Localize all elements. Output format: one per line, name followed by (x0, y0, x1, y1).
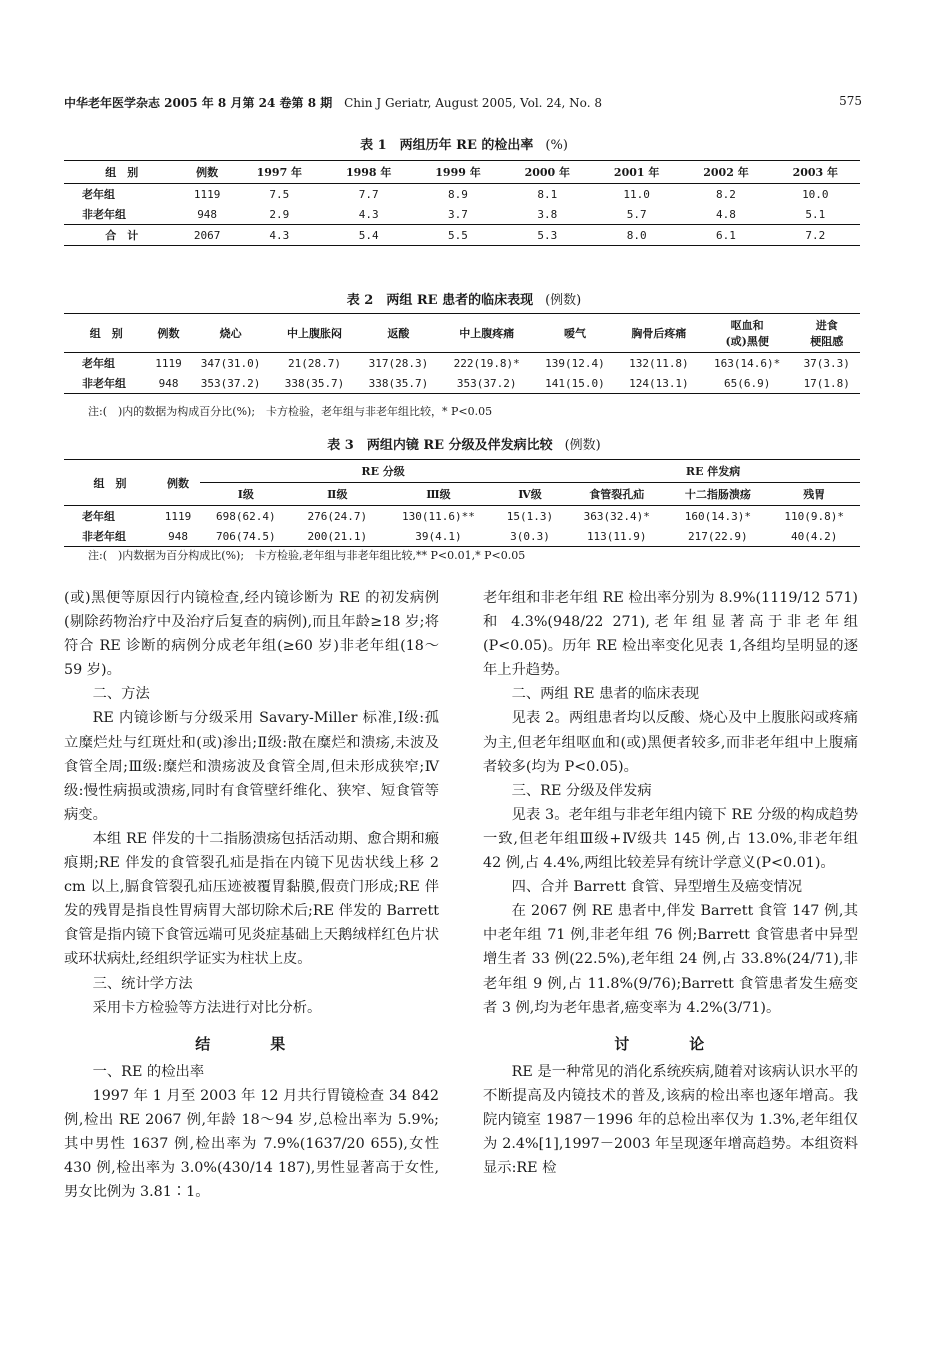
table-cell: 317(28.3) (368, 356, 429, 370)
column-header: 例数 (148, 314, 188, 353)
table-row (64, 225, 860, 246)
table-cell: 3(0.3) (510, 529, 550, 543)
table-cell: 113(11.9) (586, 529, 647, 543)
column-header: 1999 年 (413, 161, 502, 184)
left-column (64, 586, 439, 1204)
journal-name-en: Chin J Geriatr, August 2005, Vol. 24, No. 8 (344, 96, 602, 110)
table-cell: 5.7 (626, 207, 647, 221)
column-header: 2001 年 (592, 161, 681, 184)
table-cell: 141(15.0) (545, 376, 605, 390)
table-row (64, 373, 860, 394)
table-cell: 353(37.2) (200, 376, 261, 390)
column-header: 烧心 (189, 314, 273, 353)
row-label: 合 计 (64, 225, 180, 246)
table-cell: 8.1 (537, 187, 558, 201)
table-cell: 5.1 (805, 207, 826, 221)
table-cell: 200(21.1) (307, 529, 368, 543)
table-cell: 130(11.6)** (401, 509, 475, 523)
table3-note: 注:( )内数据为百分构成比(%); 卡方检验,老年组与非老年组比较,** P<0.01,* P<0.05 (88, 549, 526, 562)
table-cell: 139(12.4) (545, 356, 605, 370)
table-cell: 217(22.9) (688, 529, 748, 543)
journal-name: 中华老年医学杂志 2005 年 8 月第 24 卷第 8 期 (64, 96, 333, 110)
table-cell: 5.4 (324, 225, 413, 246)
table-row (64, 204, 860, 225)
row-label: 老年组 (82, 188, 115, 201)
table-cell: 4.3 (235, 225, 324, 246)
row-label: 老年组 (82, 357, 115, 370)
section-heading-stat: 三、统计学方法 (92, 975, 193, 992)
table-cell: 1119 (155, 356, 182, 370)
paragraph: (或)黑便等原因行内镜检查,经内镜诊断为 RE 的初发病例(剔除药物治疗中及治疗后复查的病例),而且年龄≥18 岁;将符合 RE 诊断的病例分成老年组(≥60 岁)非老年组(18～59 岁)。 (64, 590, 439, 679)
table-cell: 17(1.8) (803, 376, 850, 390)
paragraph: 1997 年 1 月至 2003 年 12 月共行胃镜检查 34 842 例,检出 RE 2067 例,年龄 18～94 岁,总检出率为 5.9%;其中男性 1637 例,检出率为 7.9%(1637/20 655),女性 430 例,检出率为 3.0%(430/14 187),男性显著高于女性,男女比例为 3.81∶1。 (64, 1087, 439, 1201)
discussion-heading: 讨 论 (614, 1034, 727, 1053)
table-cell: 11.0 (623, 187, 650, 201)
paragraph: 本组 RE 伴发的十二指肠溃疡包括活动期、愈合期和瘢痕期;RE 伴发的食管裂孔疝是指在内镜下见齿状线上移 2 cm 以上,膈食管裂孔疝压迹被覆胃黏膜,假贲门形成;RE 伴发的残胃是指良性胃病胃大部切除术后;RE 伴发的 Barrett 食管是指内镜下食管远端可见炎症基础上天鹅绒样红色片状或环状病灶,经组织学证实为柱状上皮。 (64, 830, 439, 968)
column-header: 食管裂孔疝 (566, 483, 667, 506)
table-cell: 124(13.1) (629, 376, 689, 390)
column-header: 返酸 (356, 314, 440, 353)
running-header (64, 94, 862, 111)
table-cell: 8.2 (716, 187, 736, 201)
table-cell: 7.2 (771, 225, 860, 246)
table3-title (64, 434, 864, 453)
table-cell: 6.1 (681, 225, 770, 246)
row-label: 老年组 (82, 510, 115, 523)
section-heading-r4: 四、合并 Barrett 食管、异型增生及癌变情况 (511, 879, 803, 896)
table-cell: 5.3 (503, 225, 592, 246)
table-cell: 353(37.2) (456, 376, 517, 390)
table3-group-comorbid: RE 伴发病 (566, 460, 860, 483)
table-cell: 163(14.6)* (714, 356, 781, 370)
table-cell: 2.9 (269, 207, 290, 221)
right-column (483, 586, 858, 1180)
table3-title-text: 表 3 两组内镜 RE 分级及伴发病比较 (327, 438, 553, 453)
table-cell: 338(35.7) (368, 376, 429, 390)
table-cell: 347(31.0) (200, 356, 261, 370)
table-cell: 698(62.4) (215, 509, 276, 523)
table-cell: 160(14.3)* (684, 509, 751, 523)
table-cell: 7.5 (269, 187, 290, 201)
table-cell: 948 (197, 207, 218, 221)
column-header: 中上腹胀闷 (273, 314, 357, 353)
table2 (64, 313, 860, 394)
column-header: 组 别 (64, 314, 148, 353)
column-header: 中上腹疼痛 (440, 314, 533, 353)
column-header: 2000 年 (503, 161, 592, 184)
section-heading-r2: 二、两组 RE 患者的临床表现 (511, 686, 700, 703)
table-row (64, 526, 860, 547)
section-heading-method: 二、方法 (92, 686, 150, 703)
table3-col-count: 例数 (156, 460, 200, 506)
column-header: Ⅰ级 (200, 483, 292, 506)
table-cell: 1119 (164, 509, 192, 523)
column-header: Ⅳ级 (494, 483, 566, 506)
column-header: 嗳气 (533, 314, 617, 353)
paragraph: 在 2067 例 RE 患者中,伴发 Barrett 食管 147 例,其中老年组 71 例,非老年组 76 例;Barrett 食管患者中异型增生者 33 例(22.5%),老年组 24 例,占 33.8%(24/71),非老年组 9 例,占 11.8%(9/76);Barrett 食管患者发生癌变者 3 例,均为老年患者,癌变率为 4.2%(3/71)。 (483, 903, 858, 1016)
table-cell: 4.3 (358, 207, 379, 221)
table-cell: 948 (158, 376, 179, 390)
row-label: 非老年组 (82, 208, 126, 221)
table-cell: 10.0 (802, 187, 829, 201)
table-cell: 40(4.2) (791, 529, 838, 543)
table-cell: 21(28.7) (288, 356, 341, 370)
table-cell: 65(6.9) (723, 376, 771, 390)
table-cell: 4.8 (716, 207, 736, 221)
table-cell: 3.8 (537, 207, 558, 221)
table3 (64, 459, 860, 547)
paragraph: 见表 2。两组患者均以反酸、烧心及中上腹胀闷或疼痛为主,但老年组呕血和(或)黑便者较多,而非老年组中上腹痛者较多(均为 P<0.05)。 (483, 710, 858, 775)
section-heading-r3: 三、RE 分级及伴发病 (511, 782, 652, 799)
table-cell: 7.7 (358, 187, 379, 201)
table-row (64, 353, 860, 374)
table-cell: 39(4.1) (415, 529, 462, 543)
table-cell: 37(3.3) (803, 356, 850, 370)
section-heading-r1: 一、RE 的检出率 (92, 1063, 205, 1080)
table-cell: 948 (168, 529, 188, 543)
row-label: 非老年组 (82, 377, 126, 390)
column-header: 胸骨后疼痛 (617, 314, 701, 353)
table-cell: 8.0 (592, 225, 681, 246)
column-header: 2002 年 (681, 161, 770, 184)
paragraph: RE 是一种常见的消化系统疾病,随着对该病认识水平的不断提高及内镜技术的普及,该病的检出率也逐年增高。我院内镜室 1987－1996 年的总检出率仅为 1.3%,老年组仅为 2.4%[1],1997－2003 年呈现逐年增高趋势。本组资料显示:RE 检 (483, 1063, 858, 1177)
column-header: 十二指肠溃疡 (667, 483, 768, 506)
table1-unit: (%) (545, 138, 568, 153)
table-cell: 3.7 (448, 207, 468, 221)
table-row (64, 184, 860, 205)
table2-unit: (例数) (545, 293, 582, 308)
table3-group-grade: RE 分级 (200, 460, 566, 483)
column-header: 1998 年 (324, 161, 413, 184)
paragraph: 采用卡方检验等方法进行对比分析。 (92, 999, 322, 1016)
table-cell: 15(1.3) (506, 509, 554, 523)
table-cell: 5.5 (413, 225, 502, 246)
table-cell: 110(9.8)* (784, 509, 844, 523)
column-header: 例数 (180, 161, 235, 184)
paragraph: 见表 3。老年组与非老年组内镜下 RE 分级的构成趋势一致,但老年组Ⅲ级+Ⅳ级共 145 例,占 13.0%,非老年组 42 例,占 4.4%,两组比较差异有统计学意义(P<0.01)。 (483, 806, 858, 872)
column-header: 进食 梗阻感 (794, 314, 861, 353)
table2-title (64, 289, 864, 308)
table-cell: 2067 (180, 225, 235, 246)
table-cell: 222(19.8)* (453, 356, 520, 370)
column-header: 1997 年 (235, 161, 324, 184)
column-header: 残胃 (768, 483, 860, 506)
table-cell: 132(11.8) (629, 356, 689, 370)
table-row (64, 506, 860, 527)
column-header: 组 别 (64, 161, 180, 184)
table1 (64, 160, 860, 246)
row-label: 非老年组 (82, 530, 126, 543)
column-header: 2003 年 (771, 161, 860, 184)
table2-note: 注:( )内的数据为构成百分比(%); 卡方检验，老年组与非老年组比较，* P<0.05 (88, 405, 493, 418)
page-number: 575 (839, 94, 862, 108)
table-cell: 1119 (193, 187, 221, 201)
table3-unit: (例数) (564, 438, 601, 453)
table-cell: 8.9 (448, 187, 468, 201)
column-header: Ⅲ级 (383, 483, 494, 506)
column-header: 呕血和 (或)黑便 (701, 314, 794, 353)
table1-title (64, 134, 864, 153)
table-cell: 363(32.4)* (583, 509, 650, 523)
table3-col-group: 组 别 (64, 460, 156, 506)
table-cell: 276(24.7) (307, 509, 368, 523)
paragraph: 老年组和非老年组 RE 检出率分别为 8.9%(1119/12 571)和 4.3%(948/22 271),老年组显著高于非老年组(P<0.05)。历年 RE 检出率变化见表 1,各组均呈明显的逐年上升趋势。 (483, 590, 858, 679)
table1-title-text: 表 1 两组历年 RE 的检出率 (360, 138, 534, 153)
results-heading: 结 果 (195, 1034, 308, 1053)
column-header: Ⅱ级 (292, 483, 384, 506)
table-cell: 338(35.7) (284, 376, 345, 390)
paragraph: RE 内镜诊断与分级采用 Savary-Miller 标准,Ⅰ级:孤立糜烂灶与红斑灶和(或)渗出;Ⅱ级:散在糜烂和溃疡,未波及食管全周;Ⅲ级:糜烂和溃疡波及食管全周,但未形成狭窄;Ⅳ级:慢性病损或溃疡,同时有食管壁纤维化、狭窄、短食管等病变。 (64, 710, 439, 823)
table-cell: 706(74.5) (215, 529, 276, 543)
table2-title-text: 表 2 两组 RE 患者的临床表现 (346, 293, 534, 308)
